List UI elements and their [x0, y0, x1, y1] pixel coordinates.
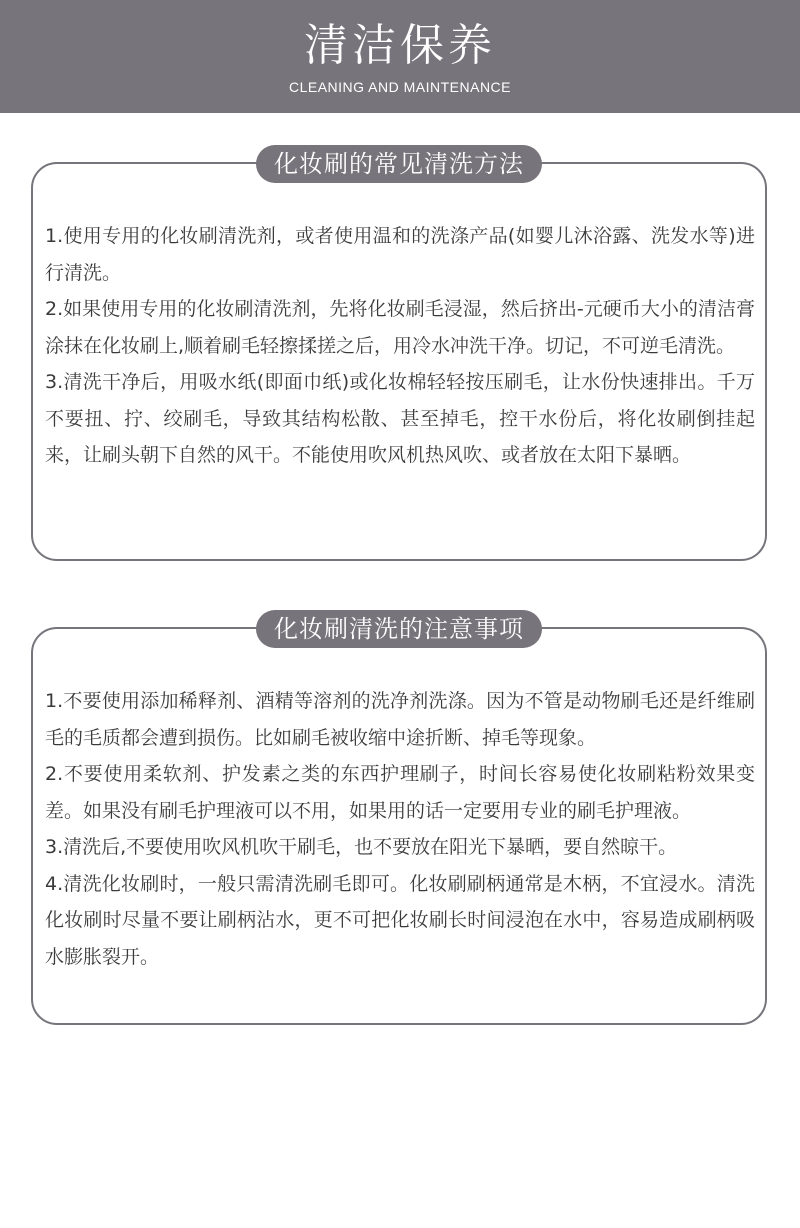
paragraph: 3.清洗后,不要使用吹风机吹干刷毛，也不要放在阳光下暴晒，要自然晾干。: [45, 836, 678, 858]
paragraph: 4.清洗化妆刷时，一般只需清洗刷毛即可。化妆刷刷柄通常是木柄，不宜浸水。清洗化妆刷时尽量不要让刷柄沾水，更不可把化妆刷长时间浸泡在水中，容易造成刷柄吸水膨胀裂开。: [45, 872, 755, 968]
section-title: 化妆刷清洗的注意事项: [256, 610, 542, 648]
section-cautions: [31, 615, 767, 1025]
paragraph: 1.不要使用添加稀释剂、酒精等溶剂的洗净剂洗涤。因为不管是动物刷毛还是纤维刷毛的毛质都会遭到损伤。比如刷毛被收缩中途折断、掉毛等现象。: [45, 690, 755, 749]
page-title: 清洁保养: [304, 20, 496, 71]
section-title: 化妆刷的常见清洗方法: [256, 145, 542, 183]
section-body: [45, 683, 755, 975]
page-header: [0, 0, 800, 113]
paragraph: 2.如果使用专用的化妆刷清洗剂，先将化妆刷毛浸湿，然后挤出-元硬币大小的清洁膏涂抹在化妆刷上,顺着刷毛轻擦揉搓之后，用冷水冲洗干净。切记，不可逆毛清洗。: [45, 298, 755, 357]
paragraph: 1.使用专用的化妆刷清洗剂，或者使用温和的洗涤产品(如婴儿沐浴露、洗发水等)进行清洗。: [45, 225, 755, 284]
paragraph: 2.不要使用柔软剂、护发素之类的东西护理刷子，时间长容易使化妆刷粘粉效果变差。如果没有刷毛护理液可以不用，如果用的话一定要用专业的刷毛护理液。: [45, 763, 755, 822]
section-cleaning-methods: [31, 150, 767, 561]
section-body: [45, 218, 755, 474]
paragraph: 3.清洗干净后，用吸水纸(即面巾纸)或化妆棉轻轻按压刷毛，让水份快速排出。千万不要扭、拧、绞刷毛，导致其结构松散、甚至掉毛，控干水份后，将化妆刷倒挂起来，让刷头朝下自然的风干。不能使用吹风机热风吹、或者放在太阳下暴晒。: [45, 371, 755, 466]
page-subtitle: CLEANING AND MAINTENANCE: [288, 79, 512, 95]
